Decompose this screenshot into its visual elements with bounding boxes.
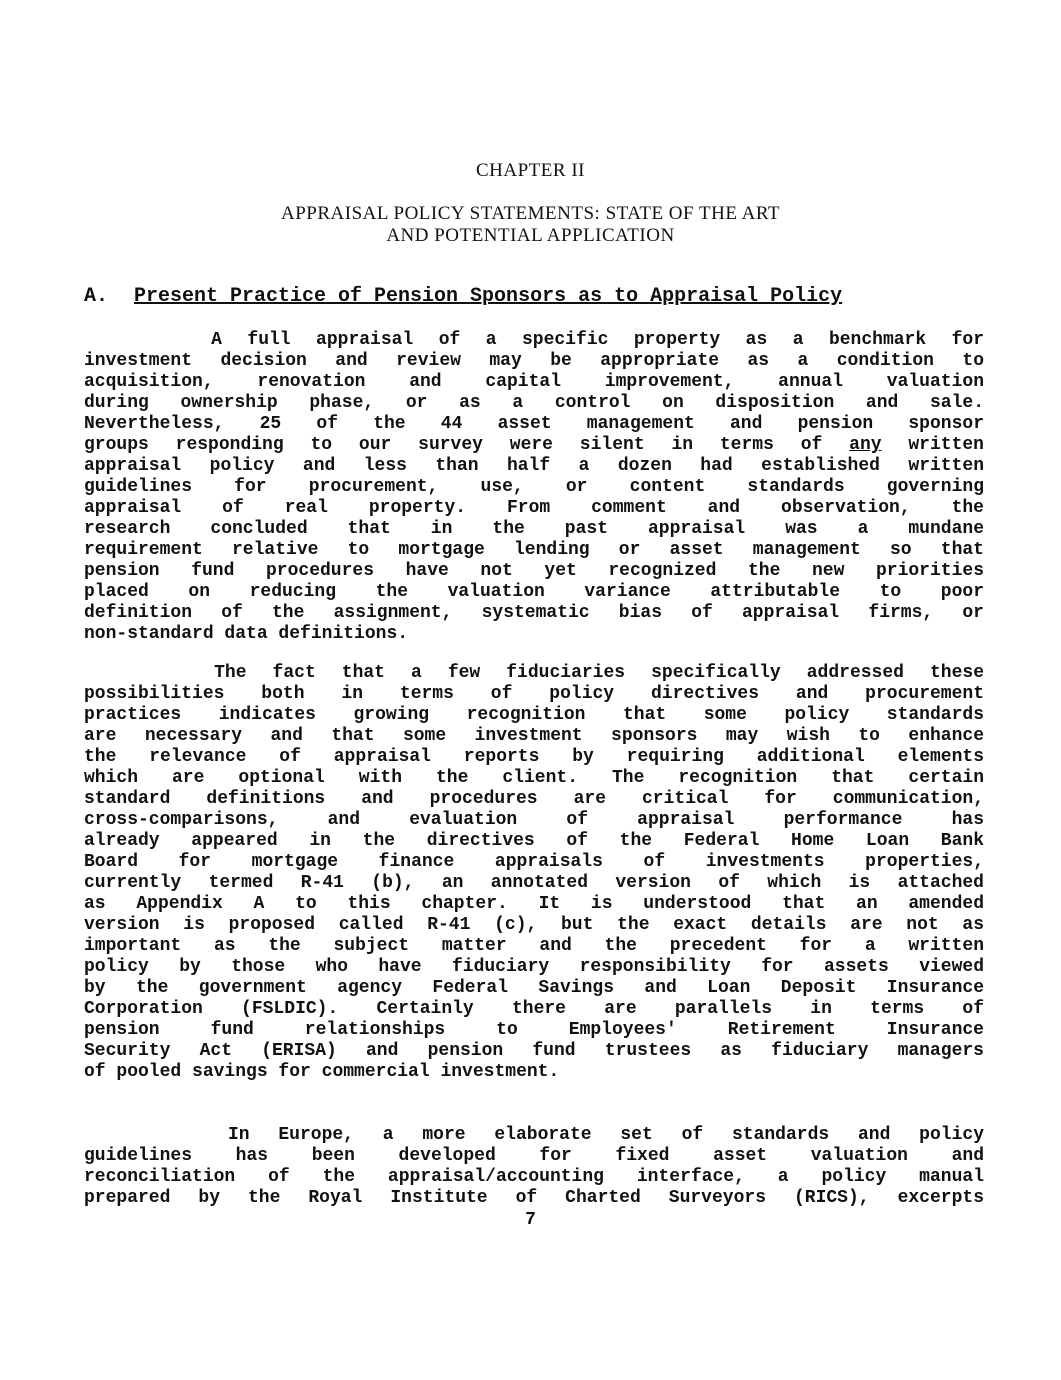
paragraph-line: standard definitions and procedures are critical for communication,	[84, 789, 984, 809]
paragraph-3	[84, 1125, 984, 1209]
paragraph-line: In Europe, a more elaborate set of standards and policy	[84, 1125, 984, 1145]
paragraph-line: which are optional with the client. The recognition that certain	[84, 768, 984, 788]
paragraph-line: during ownership phase, or as a control on disposition and sale.	[84, 393, 984, 413]
paragraph-line: Nevertheless, 25 of the 44 asset management and pension sponsor	[84, 414, 984, 434]
paragraph-line: A full appraisal of a specific property as a benchmark for	[84, 330, 984, 350]
paragraph-line: The fact that a few fiduciaries specifically addressed these	[84, 663, 984, 683]
paragraph-line: practices indicates growing recognition that some policy standards	[84, 705, 984, 725]
paragraph-line: already appeared in the directives of the Federal Home Loan Bank	[84, 831, 984, 851]
section-heading	[84, 285, 842, 308]
paragraph-line: currently termed R-41 (b), an annotated version of which is attached	[84, 873, 984, 893]
paragraph-line: are necessary and that some investment sponsors may wish to enhance	[84, 726, 984, 746]
paragraph-line: Security Act (ERISA) and pension fund trustees as fiduciary managers	[84, 1041, 984, 1061]
paragraph-line: version is proposed called R-41 (c), but the exact details are not as	[84, 915, 984, 935]
chapter-title-line-2: AND POTENTIAL APPLICATION	[386, 225, 675, 246]
paragraph-line: reconciliation of the appraisal/accounting interface, a policy manual	[84, 1167, 984, 1187]
chapter-label: CHAPTER II	[476, 160, 585, 181]
paragraph-line: policy by those who have fiduciary responsibility for assets viewed	[84, 957, 984, 977]
paragraph-line: investment decision and review may be appropriate as a condition to	[84, 351, 984, 371]
chapter-title	[0, 203, 1061, 247]
paragraph-line: definition of the assignment, systematic bias of appraisal firms, or	[84, 603, 984, 623]
section-letter: A.	[84, 285, 109, 308]
paragraph-line: as Appendix A to this chapter. It is understood that an amended	[84, 894, 984, 914]
paragraph-line: Corporation (FSLDIC). Certainly there are parallels in terms of	[84, 999, 984, 1019]
paragraph-line: non-standard data definitions.	[84, 624, 409, 644]
paragraph-line: research concluded that in the past appraisal was a mundane	[84, 519, 984, 539]
paragraph-text: written	[881, 435, 984, 455]
paragraph-line: pension fund relationships to Employees' Retirement Insurance	[84, 1020, 984, 1040]
paragraph-line: prepared by the Royal Institute of Charted Surveyors (RICS), excerpts	[84, 1188, 984, 1208]
paragraph-line: Board for mortgage finance appraisals of investments properties,	[84, 852, 984, 872]
page-number: 7	[525, 1210, 536, 1230]
paragraph-line: appraisal of real property. From comment and observation, the	[84, 498, 984, 518]
paragraph-line: important as the subject matter and the precedent for a written	[84, 936, 984, 956]
paragraph-line: by the government agency Federal Savings and Loan Deposit Insurance	[84, 978, 984, 998]
section-title: Present Practice of Pension Sponsors as to Appraisal Policy	[134, 285, 843, 308]
paragraph-line: guidelines has been developed for fixed asset valuation and	[84, 1146, 984, 1166]
paragraph-line: pension fund procedures have not yet recognized the new priorities	[84, 561, 984, 581]
emphasized-word: any	[849, 435, 882, 455]
paragraph-2	[84, 663, 984, 1083]
paragraph-line: cross-comparisons, and evaluation of appraisal performance has	[84, 810, 984, 830]
paragraph-line: acquisition, renovation and capital improvement, annual valuation	[84, 372, 984, 392]
paragraph-line: guidelines for procurement, use, or content standards governing	[84, 477, 984, 497]
paragraph-line: of pooled savings for commercial investment.	[84, 1062, 560, 1082]
chapter-title-line-1: APPRAISAL POLICY STATEMENTS: STATE OF THE ART	[281, 203, 780, 224]
paragraph-1	[84, 330, 984, 645]
paragraph-line: requirement relative to mortgage lending or asset management so that	[84, 540, 984, 560]
paragraph-line: placed on reducing the valuation variance attributable to poor	[84, 582, 984, 602]
paragraph-text: groups responding to our survey were silent in terms of	[84, 435, 850, 455]
paragraph-line: appraisal policy and less than half a dozen had established written	[84, 456, 984, 476]
paragraph-line: possibilities both in terms of policy directives and procurement	[84, 684, 984, 704]
paragraph-line-mixed	[84, 435, 984, 456]
paragraph-line: the relevance of appraisal reports by requiring additional elements	[84, 747, 984, 767]
